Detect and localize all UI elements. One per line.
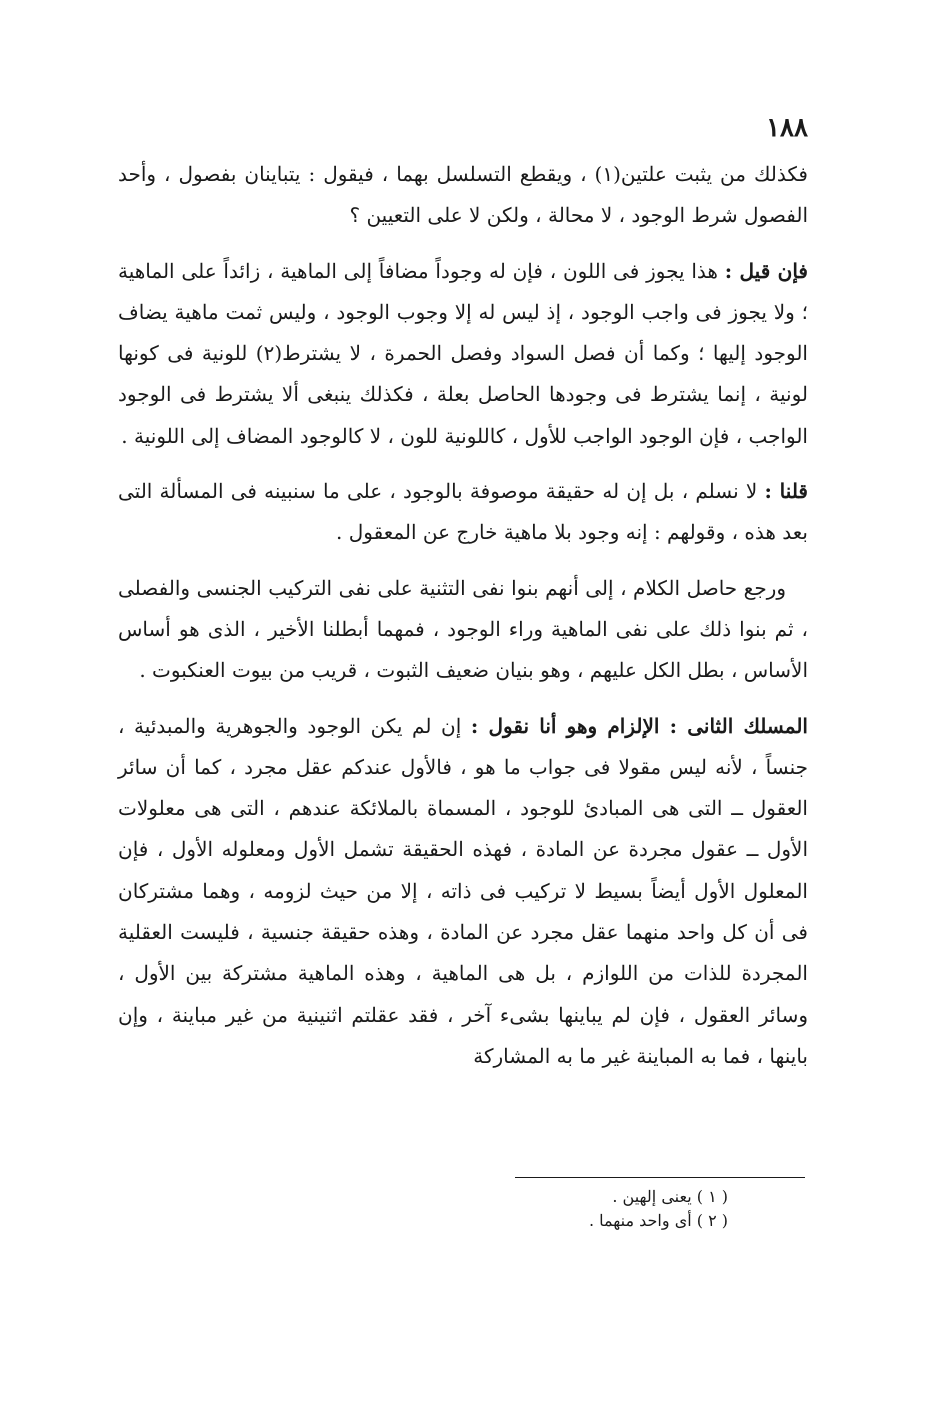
paragraph-1 [118,154,808,237]
paragraph-3-text: لا نسلم ، بل إن له حقيقة موصوفة بالوجود ، على ما سنبينه فى المسألة التى بعد هذه ، وقولهم : إنه وجود بلا ماهية خارج عن المعقول . [118,479,808,545]
paragraph-1-text: فكذلك من يثبت علتين(١) ، ويقطع التسلسل بهما ، فيقول : يتباينان بفصول ، وأحد الفصول شرط الوجود ، لا محالة ، ولكن لا على التعيين ؟ [118,162,808,228]
page-number: ١٨٨ [766,113,808,143]
page-body [118,108,808,1091]
paragraph-5 [118,706,808,1078]
paragraph-3-lead: قلنا : [764,479,808,504]
footnotes [328,1185,728,1233]
paragraph-4 [118,568,808,692]
paragraph-5-lead: المسلك الثانى : الإلزام وهو أنا نقول : [470,713,808,738]
paragraph-4-text: ورجع حاصل الكلام ، إلى أنهم بنوا نفى التثنية على نفى التركيب الجنسى والفصلى ، ثم بنوا ذلك على نفى الماهية وراء الوجود ، فمهما أبطلنا الأخير ، الذى هو أساس الأساس ، بطل الكل عليهم ، وهو بنيان ضعيف الثبوت ، قريب من بيوت العنكبوت . [118,575,808,683]
paragraph-2-lead: فإن قيل : [724,258,808,283]
paragraph-3 [118,471,808,554]
footnote-divider [515,1177,805,1178]
footnote-2: ( ٢ ) أى واحد منهما . [588,1211,728,1230]
footnote-1: ( ١ ) يعنى إلهين . [612,1187,728,1206]
paragraph-5-text: إن لم يكن الوجود والجوهرية والمبدئية ، جنساً ، لأنه ليس مقولا فى جواب ما هو ، فالأول عندكم عقل مجرد ، كما أن سائر العقول ــ التى هى المبادئ للوجود ، المسماة بالملائكة عندهم ، التى هى معلولات الأول ــ عقول مجردة عن المادة ، فهذه الحقيقة تشمل الأول ومعلوله الأول ، فإن المعلول الأول أيضاً بسيط لا تركيب فى ذاته ، إلا من حيث لزومه ، وهما مشتركان فى أن كل واحد منهما عقل مجرد عن المادة ، وهذه حقيقة جنسية ، فليست العقلية المجردة للذات من اللوازم ، بل هى الماهية ، وهذه الماهية مشتركة بين الأول ، وسائر العقول ، فإن لم يباينها بشىء آخر ، فقد عقلتم اثنينية من غير مباينة ، وإن باينها ، فما به المباينة غير ما به المشاركة [118,713,808,1068]
paragraph-2-text: هذا يجوز فى اللون ، فإن له وجوداً مضافاً إلى الماهية ، زائداً على الماهية ؛ ولا يجوز فى واجب الوجود ، إذ ليس له إلا وجوب الوجود ، وليس ثمت ماهية يضاف الوجود إليها ؛ وكما أن فصل السواد وفصل الحمرة ، لا يشترط(٢) للونية فى كونها لونية ، إنما يشترط فى وجودها الحاصل بعلة ، فكذلك ينبغى ألا يشترط فى الوجود الواجب ، فإن الوجود الواجب للأول ، كاللونية للون ، لا كالوجود المضاف إلى اللونية . [118,258,808,448]
paragraph-2 [118,251,808,457]
